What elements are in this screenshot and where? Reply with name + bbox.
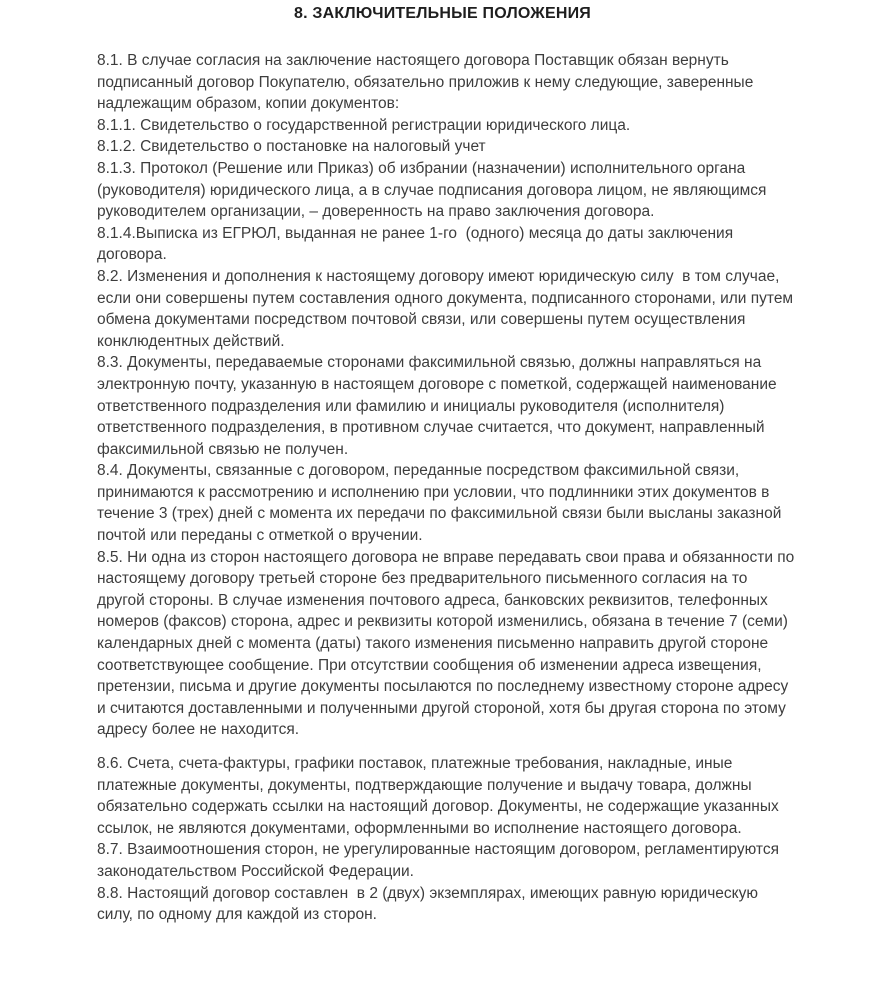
- paragraph-8-5: 8.5. Ни одна из сторон настоящего договора не вправе передавать свои права и обязанности по настоящему договору третьей стороне без предварительного письменного согласия на то другой стороны. В случае изменения почтового адреса, банковских реквизитов, телефонных номеров (факсов) сторона, адрес и реквизиты которой изменились, обязана в течение 7 (семи) календарных дней с момента (даты) такого изменения письменно направить другой стороне соответствующее сообщение. При отсутствии сообщения об изменении адреса извещения, претензии, письма и другие документы посылаются по последнему известному стороне адресу и считаются доставленными и полученными другой стороной, хотя бы другая сторона по этому адресу более не находится.: [97, 548, 799, 739]
- paragraph-8-2: 8.2. Изменения и дополнения к настоящему договору имеют юридическую силу в том случае, если они совершены путем составления одного документа, подписанного сторонами, или путем обмена документами посредством почтовой связи, или совершены путем осуществления конклюдентных действий.: [97, 267, 798, 350]
- paragraph-8-7: 8.7. Взаимоотношения сторон, не урегулированные настоящим договором, регламентируются законодательством Российской Федерации.: [97, 841, 784, 880]
- paragraph-8-1-1: 8.1.1. Свидетельство о государственной регистрации юридического лица.: [97, 116, 631, 134]
- paragraph-8-4: 8.4. Документы, связанные с договором, переданные посредством факсимильной связи, принимаются к рассмотрению и исполнению при условии, что подлинники этих документов в течение 3 (трех) дней с момента их передачи по факсимильной связи были высланы заказной почтой или переданы с отметкой о вручении.: [97, 462, 786, 545]
- paragraph-8-6: 8.6. Счета, счета-фактуры, графики поставок, платежные требования, накладные, иные платежные документы, документы, подтверждающие получение и выдачу товара, должны обязательно содержать ссылки на настоящий договор. Документы, не содержащие указанных ссылок, не являются документами, оформленными во исполнение настоящего договора.: [97, 755, 784, 837]
- paragraph-8-1-2: 8.1.2. Свидетельство о постановке на налоговый учет: [97, 138, 486, 156]
- paragraph-8-1: 8.1. В случае согласия на заключение настоящего договора Поставщик обязан вернуть подписанный договор Покупателю, обязательно приложив к нему следующие, заверенные надлежащим образом, копии документов:: [97, 52, 758, 113]
- paragraph-8-1-3: 8.1.3. Протокол (Решение или Приказ) об избрании (назначении) исполнительного органа (руководителя) юридического лица, а в случае подписания договора лицом, не являющимся руководителем организации, – доверенность на право заключения договора.: [97, 159, 771, 221]
- document-body: [97, 50, 799, 926]
- section-title: 8. ЗАКЛЮЧИТЕЛЬНЫЕ ПОЛОЖЕНИЯ: [294, 5, 591, 22]
- paragraph-8-3: 8.3. Документы, передаваемые сторонами факсимильной связью, должны направляться на электронную почту, указанную в настоящем договоре с пометкой, содержащей наименование ответственного подразделения или фамилию и инициалы руководителя (исполнителя) ответственного подразделения, в противном случае считается, что документ, направленный факсимильной связью не получен.: [97, 354, 781, 458]
- paragraph-8-1-4: 8.1.4.Выписка из ЕГРЮЛ, выданная не ранее 1-го (одного) месяца до даты заключения договора.: [97, 224, 738, 264]
- paragraph-8-8: 8.8. Настоящий договор составлен в 2 (двух) экземплярах, имеющих равную юридическую силу, по одному для каждой из сторон.: [97, 884, 763, 924]
